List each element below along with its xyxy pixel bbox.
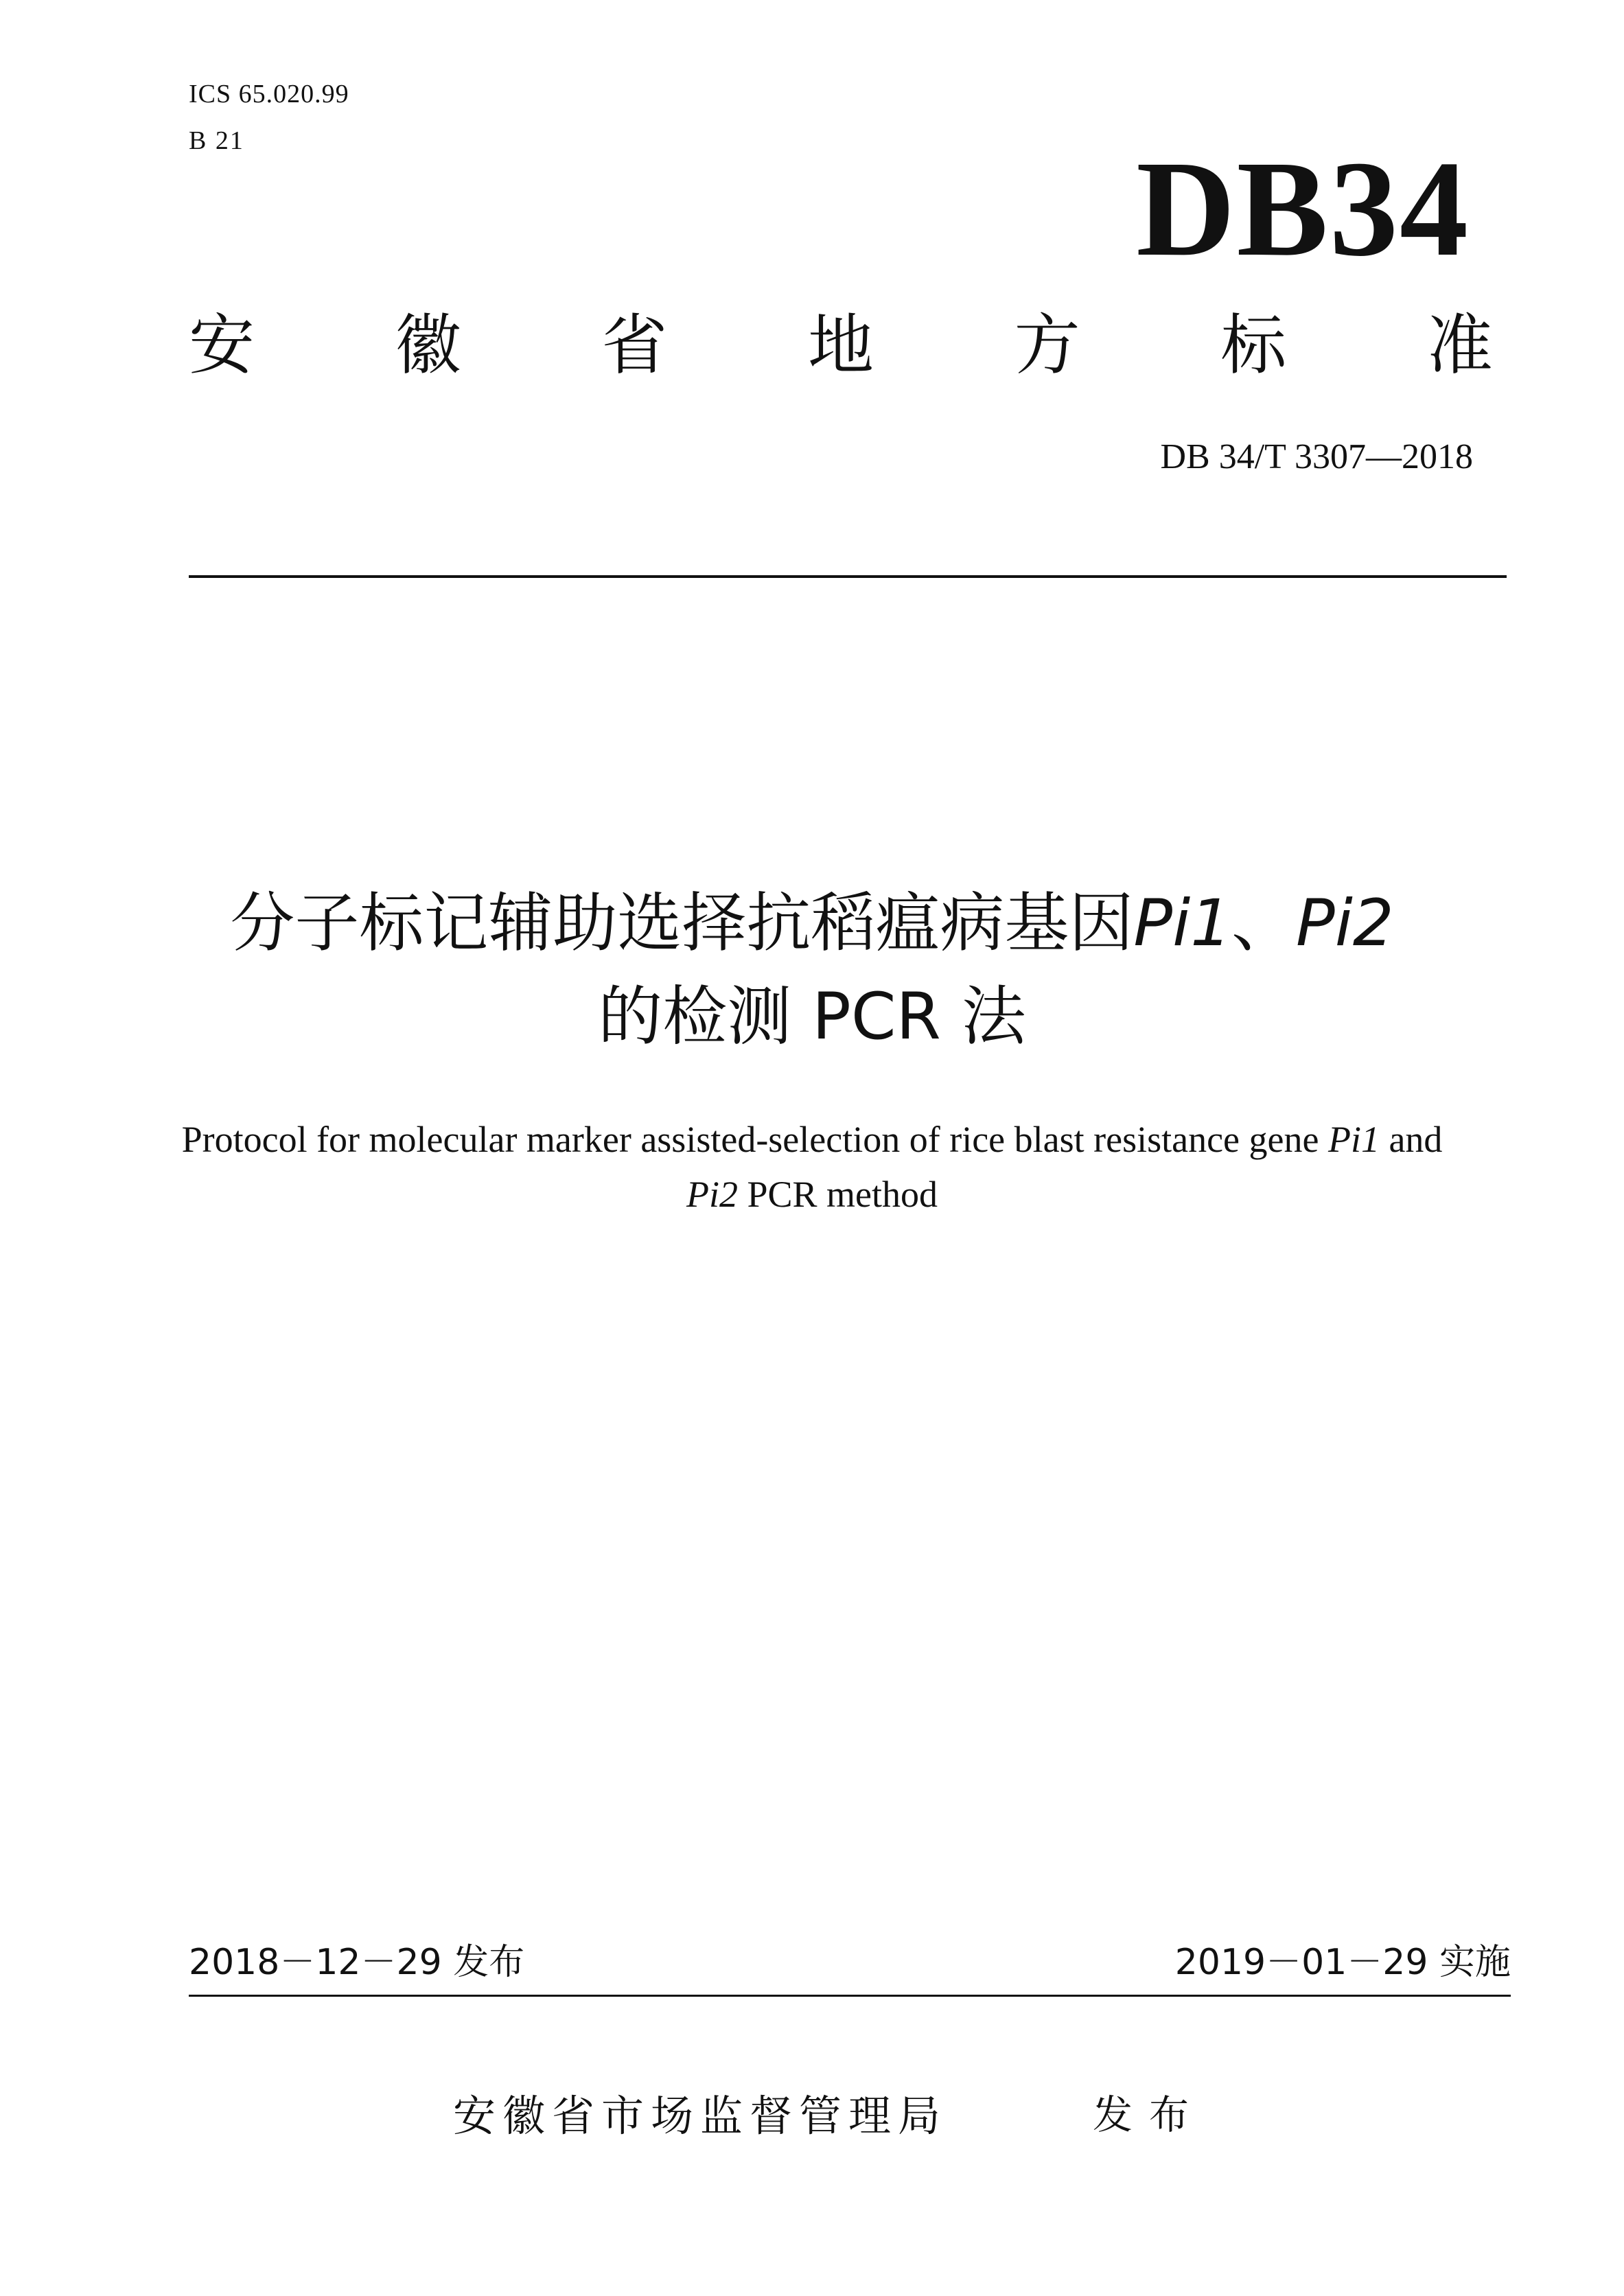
publish-date: 2018－12－29 发布 <box>189 1942 525 1983</box>
classification-code: B 21 <box>189 126 244 155</box>
chinese-title <box>124 877 1500 1064</box>
standard-type-char: 地 <box>807 307 874 384</box>
english-gene-pi2: Pi2 <box>686 1174 738 1215</box>
chinese-title-line2: 的检测 PCR 法 <box>598 979 1026 1054</box>
gene-pi1: Pi1 <box>1133 886 1231 961</box>
standard-type-char: 安 <box>189 307 255 384</box>
english-gene-pi1: Pi1 <box>1327 1119 1380 1160</box>
standard-type-char: 方 <box>1014 307 1080 384</box>
english-title-method: PCR method <box>737 1174 938 1215</box>
footer-divider <box>189 1995 1511 1997</box>
standard-type-char: 省 <box>601 307 668 384</box>
standard-type-char: 徽 <box>395 307 461 384</box>
document-number: DB 34/T 3307—2018 <box>1160 437 1473 476</box>
chinese-title-line1 <box>124 877 1500 971</box>
gene-pi2: Pi2 <box>1296 886 1394 961</box>
english-title-line2 <box>124 1167 1500 1222</box>
issuing-authority: 安徽省市场监督管理局 <box>453 2091 948 2141</box>
implement-date: 2019－01－29 实施 <box>1174 1942 1511 1983</box>
english-title-text: Protocol for molecular marker assisted-selection of rice blast resistance gene <box>181 1119 1328 1160</box>
english-title-and: and <box>1379 1119 1443 1160</box>
ics-code: ICS 65.020.99 <box>189 80 349 108</box>
english-title-line1 <box>124 1112 1500 1167</box>
issue-label: 发布 <box>1093 2091 1206 2138</box>
standard-type-char: 准 <box>1426 307 1493 384</box>
chinese-title-prefix: 分子标记辅助选择抗稻瘟病基因 <box>230 886 1134 961</box>
english-title <box>124 1112 1500 1222</box>
header-divider <box>189 575 1507 578</box>
title-separator: 、 <box>1231 886 1297 961</box>
standard-mark: DB34 <box>1136 133 1470 285</box>
standard-type-heading <box>189 307 1493 384</box>
standard-type-char: 标 <box>1220 307 1287 384</box>
